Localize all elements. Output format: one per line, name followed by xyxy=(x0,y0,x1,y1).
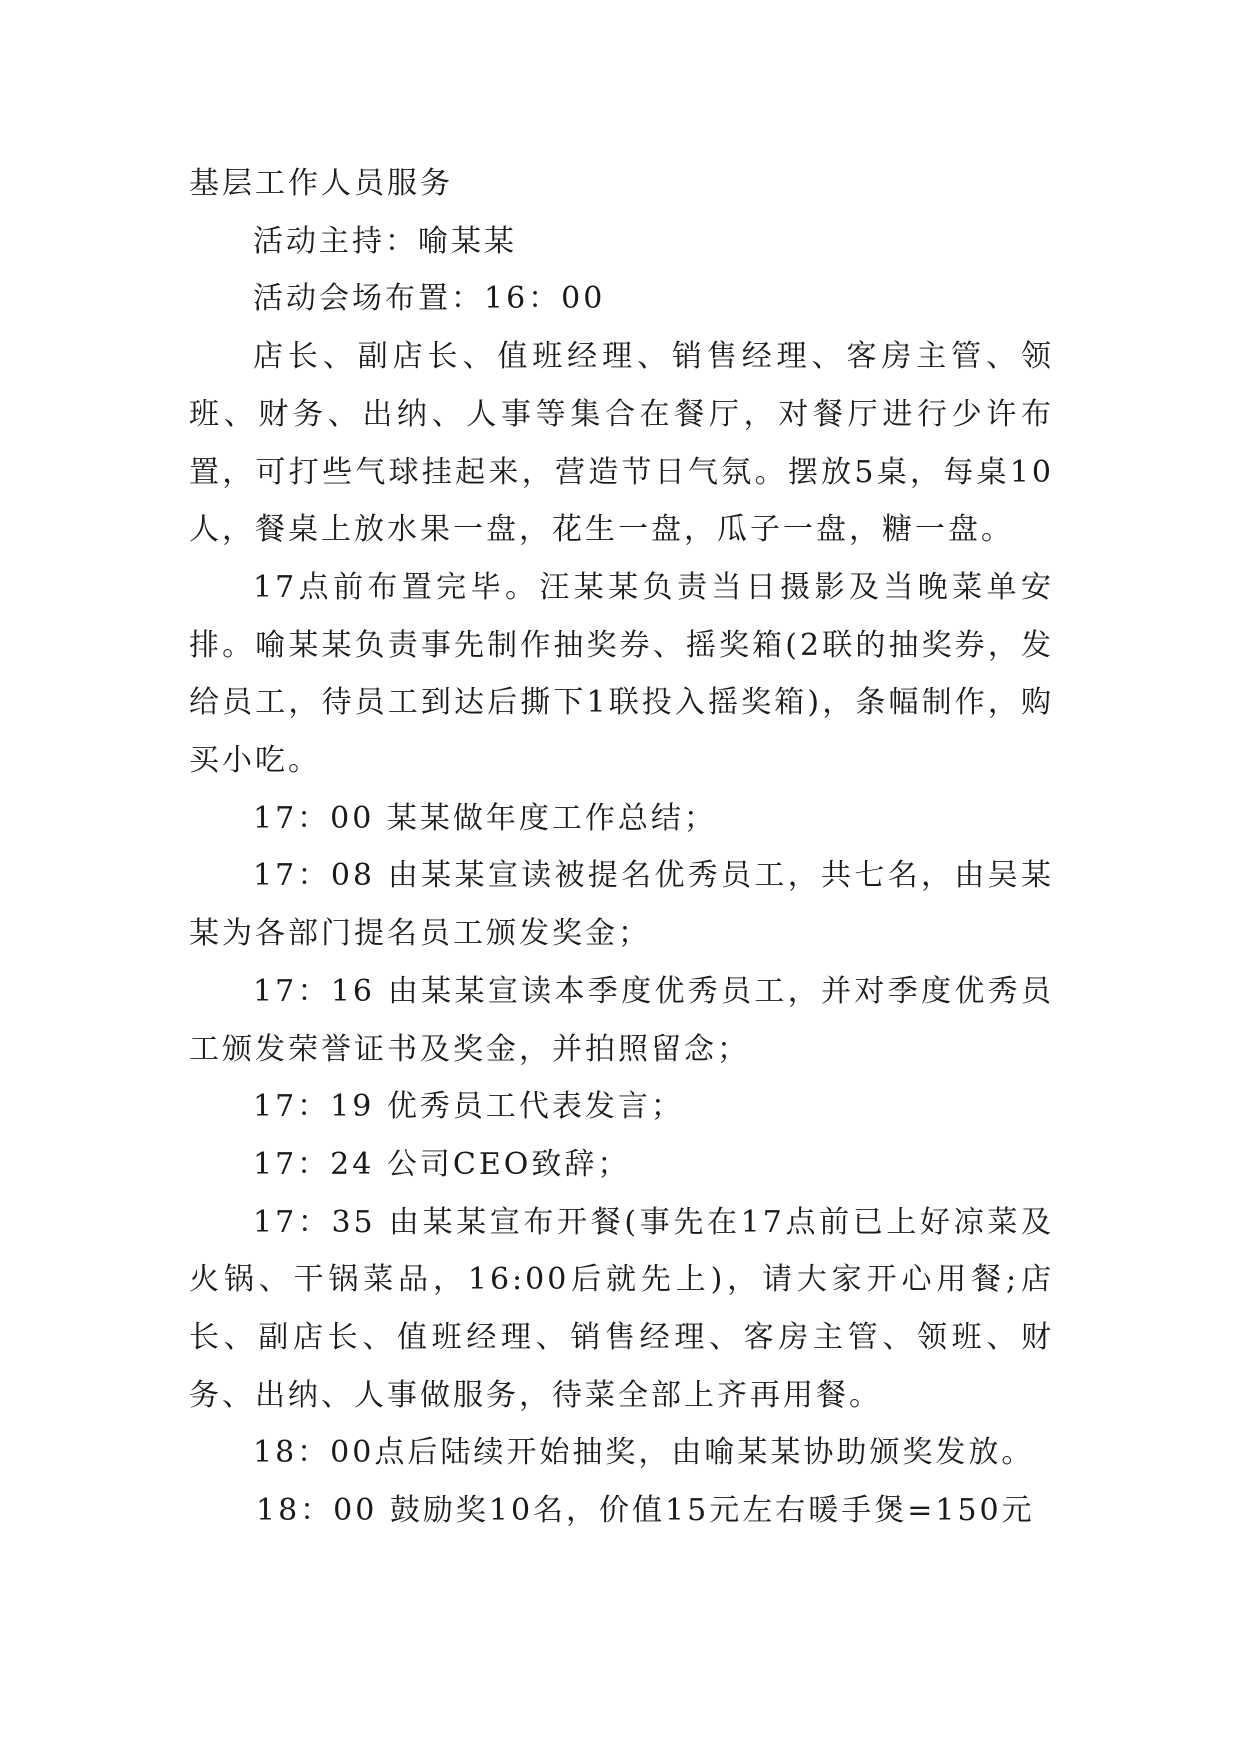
paragraph-1800-prize: 18：00 鼓励奖10名，价值15元左右暖手煲=150元 xyxy=(256,1493,1035,1529)
document-body xyxy=(189,155,1054,1540)
paragraph-host: 活动主持：喻某某 xyxy=(253,223,517,259)
paragraph-1724: 17：24 公司CEO致辞； xyxy=(253,1146,631,1182)
paragraph-preparation: 17点前布置完毕。汪某某负责当日摄影及当晚菜单安排。喻某某负责事先制作抽奖券、摇奖箱(2联的抽奖券，发给员工，待员工到达后撕下1联投入摇奖箱)，条幅制作，购买小吃。 xyxy=(189,569,1054,779)
paragraph-1708: 17：08 由某某宣读被提名优秀员工，共七名，由吴某某为各部门提名员工颁发奖金； xyxy=(189,858,1054,952)
paragraph-service-line: 基层工作人员服务 xyxy=(189,166,453,201)
paragraph-1735: 17：35 由某某宣布开餐(事先在17点前已上好凉菜及火锅、干锅菜品，16:00后就先上)，请大家开心用餐;店长、副店长、值班经理、销售经理、客房主管、领班、财务、出纳、人事做服务，待菜全部上齐再用餐。 xyxy=(189,1204,1054,1413)
paragraph-1800-lottery: 18：00点后陆续开始抽奖，由喻某某协助颁奖发放。 xyxy=(253,1435,1035,1471)
paragraph-venue-setup-time: 活动会场布置：16：00 xyxy=(253,281,606,317)
paragraph-1700: 17：00 某某做年度工作总结； xyxy=(253,800,717,836)
paragraph-venue-setup: 店长、副店长、值班经理、销售经理、客房主管、领班、财务、出纳、人事等集合在餐厅，对餐厅进行少许布置，可打些气球挂起来，营造节日气氛。摆放5桌，每桌10人，餐桌上放水果一盘，花生一盘，瓜子一盘，糖一盘。 xyxy=(189,339,1054,548)
paragraph-1716: 17：16 由某某宣读本季度优秀员工，并对季度优秀员工颁发荣誉证书及奖金，并拍照留念； xyxy=(189,973,1054,1067)
paragraph-1719: 17：19 优秀员工代表发言； xyxy=(253,1089,684,1125)
